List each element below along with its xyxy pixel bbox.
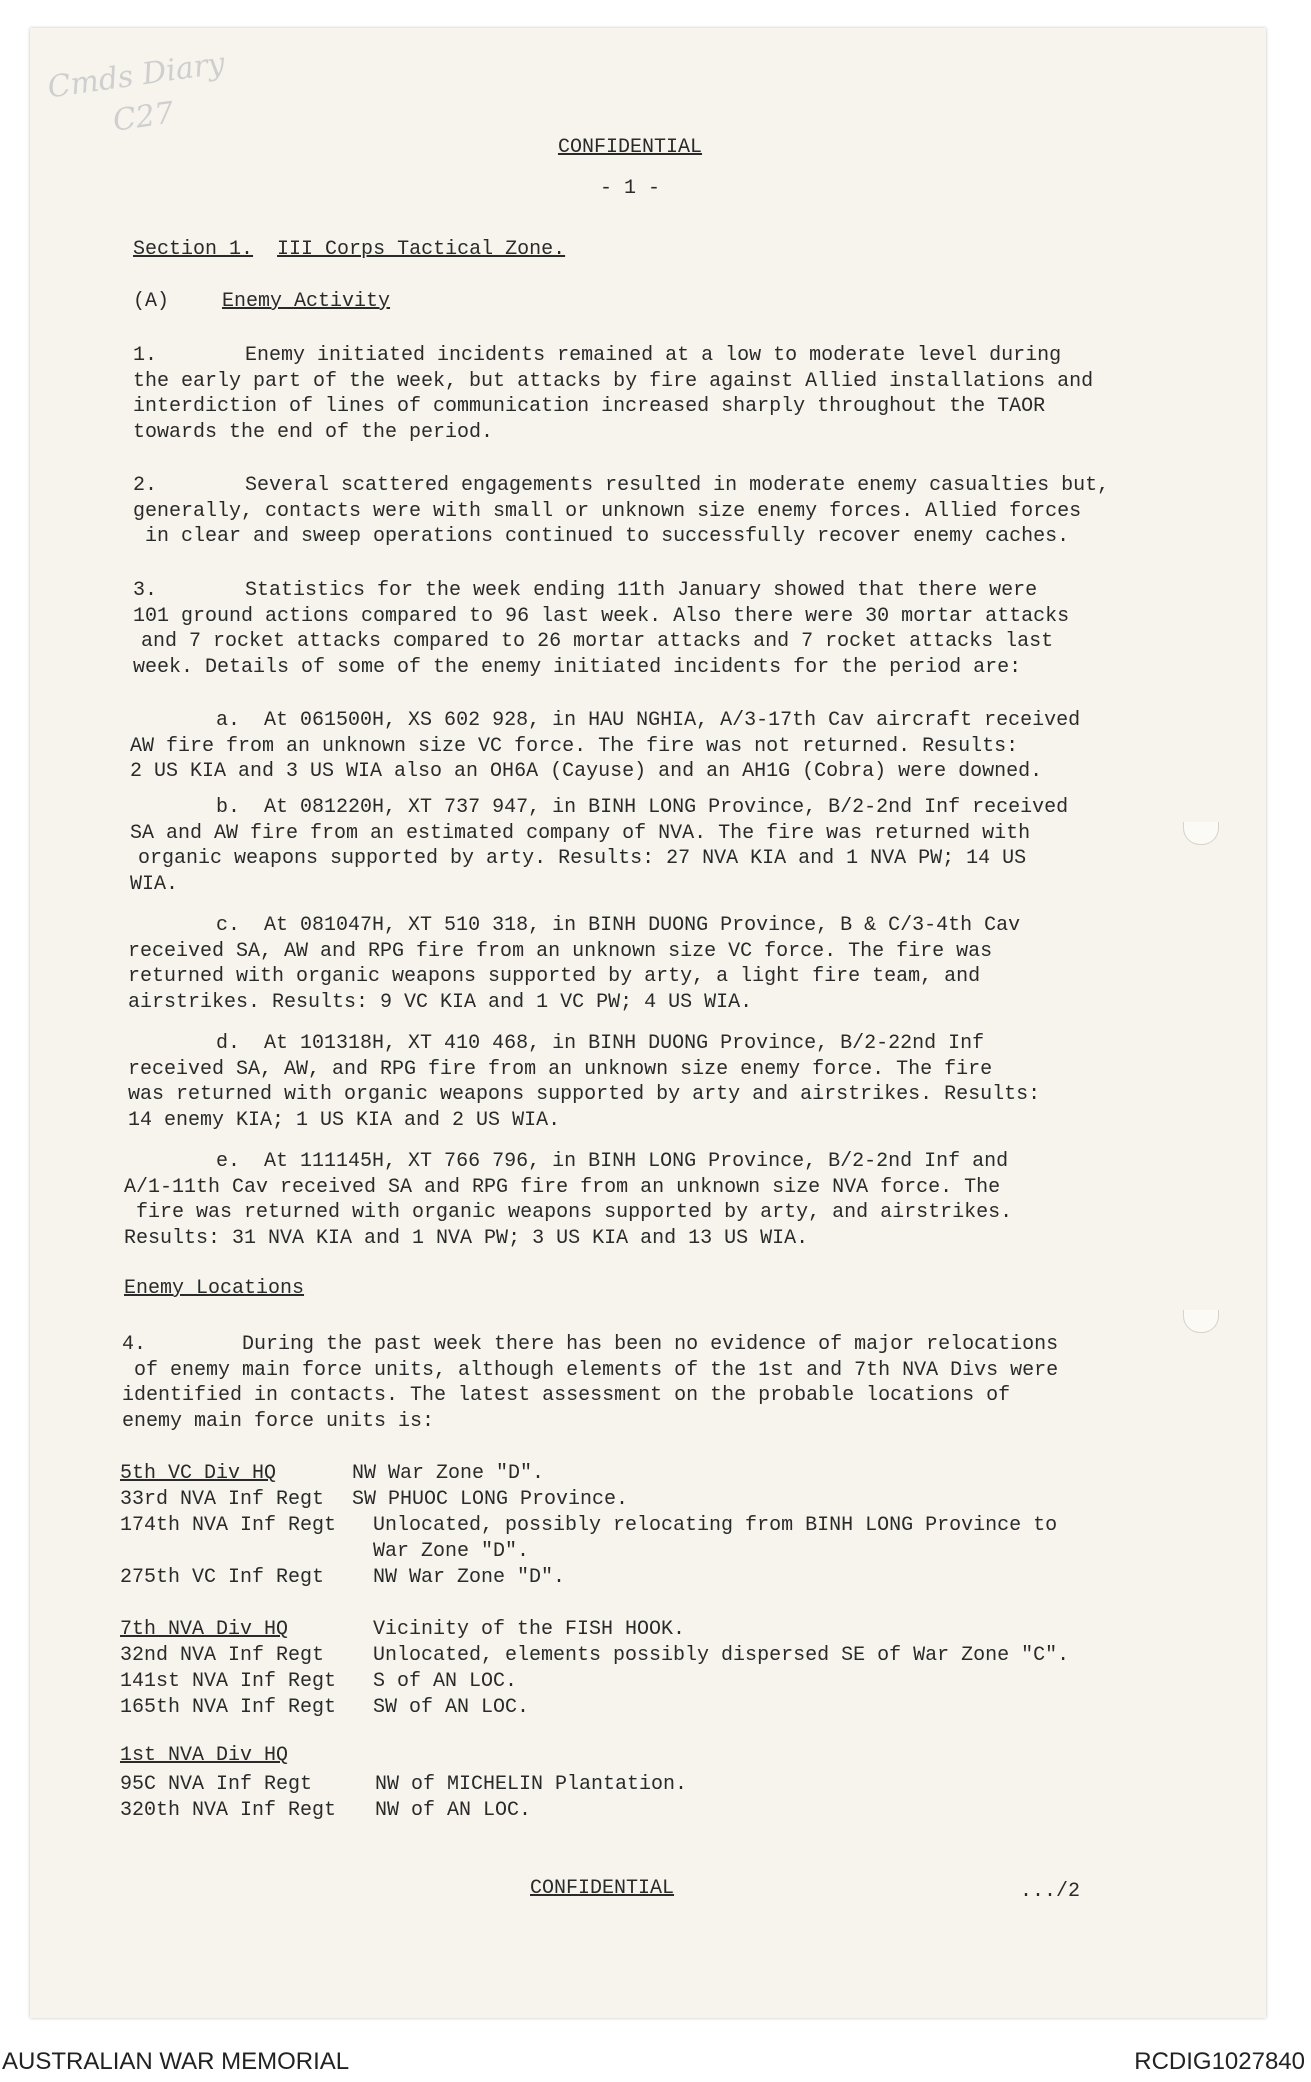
location-row: 33rd NVA Inf Regt SW PHUOC LONG Province. — [120, 1488, 629, 1511]
location-row: 320th NVA Inf Regt NW of AN LOC. — [120, 1799, 532, 1822]
continuation-marker: .../2 — [1020, 1880, 1081, 1903]
bottom-classification: CONFIDENTIAL — [530, 1877, 675, 1900]
location-row: 165th NVA Inf Regt SW of AN LOC. — [120, 1696, 530, 1719]
location-row: 32nd NVA Inf Regt Unlocated, elements possibly dispersed SE of War Zone "C". — [120, 1644, 1070, 1667]
location-row: War Zone "D". — [373, 1540, 530, 1563]
pencil-annotation: Cmds Diary C27 — [45, 45, 227, 139]
archive-caption-bar — [0, 2040, 1311, 2082]
location-row-hq: 7th NVA Div HQ Vicinity of the FISH HOOK. — [120, 1618, 686, 1641]
incident-b: b. At 081220H, XT 737 947, in BINH LONG Province, B/2-2nd Inf received SA and AW fire from an estimated company of NVA. The fire was returned with organic weapons supported by arty. Results: 27 NVA KIA and 1 NVA PW; 14 US WIA. — [130, 796, 1069, 896]
location-row-hq: 5th VC Div HQ NW War Zone "D". — [120, 1462, 545, 1485]
archive-institution: AUSTRALIAN WAR MEMORIAL — [2, 2048, 350, 2075]
location-row-hq: 1st NVA Div HQ — [120, 1744, 289, 1767]
incident-c: c. At 081047H, XT 510 318, in BINH DUONG Province, B & C/3-4th Cav received SA, AW and RPG fire from an unknown size VC force. The fire was returned with organic weapons supported by arty, a light fire team, and airstrikes. Results: 9 VC KIA and 1 VC PW; 4 US WIA. — [128, 914, 1021, 1014]
paragraph-4: 4. During the past week there has been no evidence of major relocations of enemy main force units, although elements of the 1st and 7th NVA Divs were identified in contacts. The latest assessment on the probable locations of enemy main force units is: — [122, 1333, 1059, 1433]
enemy-locations-heading: Enemy Locations — [124, 1277, 305, 1300]
page-number: - 1 - — [599, 177, 660, 200]
location-row: 174th NVA Inf Regt Unlocated, possibly relocating from BINH LONG Province to — [120, 1514, 1058, 1537]
incident-a: a. At 061500H, XS 602 928, in HAU NGHIA, A/3-17th Cav aircraft received AW fire from an unknown size VC force. The fire was not returned. Results: 2 US KIA and 3 US WIA also an OH6A (Cayuse) and an AH1G (Cobra) were downed. — [130, 709, 1081, 783]
subsection-marker: (A) — [133, 290, 170, 313]
paragraph-3: 3. Statistics for the week ending 11th January showed that there were 101 ground actions compared to 96 last week. Also there were 30 mortar attacks and 7 rocket attacks compared to 26 mortar attacks and 7 rocket attacks last week. Details of some of the enemy initiated incidents for the period are: — [133, 579, 1070, 679]
subsection-title: Enemy Activity — [222, 290, 391, 313]
paragraph-1: 1. Enemy initiated incidents remained at a low to moderate level during the early part of the week, but attacks by fire against Allied installations and interdiction of lines of communication increased sharply throughout the TAOR towards the end of the period. — [133, 344, 1094, 444]
location-row: 141st NVA Inf Regt S of AN LOC. — [120, 1670, 518, 1693]
incident-d: d. At 101318H, XT 410 468, in BINH DUONG Province, B/2-22nd Inf received SA, AW, and RPG fire from an unknown size enemy force. The fire was returned with organic weapons supported by arty and airstrikes. Results: 14 enemy KIA; 1 US KIA and 2 US WIA. — [128, 1032, 1041, 1132]
paragraph-2: 2. Several scattered engagements resulted in moderate enemy casualties but, generally, contacts were with small or unknown size enemy forces. Allied forces in clear and sweep operations continued to successfully recover enemy caches. — [133, 474, 1110, 548]
section-heading: Section 1. III Corps Tactical Zone. — [133, 238, 566, 261]
archive-reference: RCDIG1027840 — [1134, 2048, 1305, 2075]
location-row: 275th VC Inf Regt NW War Zone "D". — [120, 1566, 566, 1589]
top-classification: CONFIDENTIAL — [557, 136, 703, 159]
location-row: 95C NVA Inf Regt NW of MICHELIN Plantation. — [120, 1773, 688, 1796]
incident-e: e. At 111145H, XT 766 796, in BINH LONG Province, B/2-2nd Inf and A/1-11th Cav received SA and RPG fire from an unknown size NVA force. The fire was returned with organic weapons supported by arty, and airstrikes. Results: 31 NVA KIA and 1 NVA PW; 3 US KIA and 13 US WIA. — [124, 1150, 1013, 1250]
